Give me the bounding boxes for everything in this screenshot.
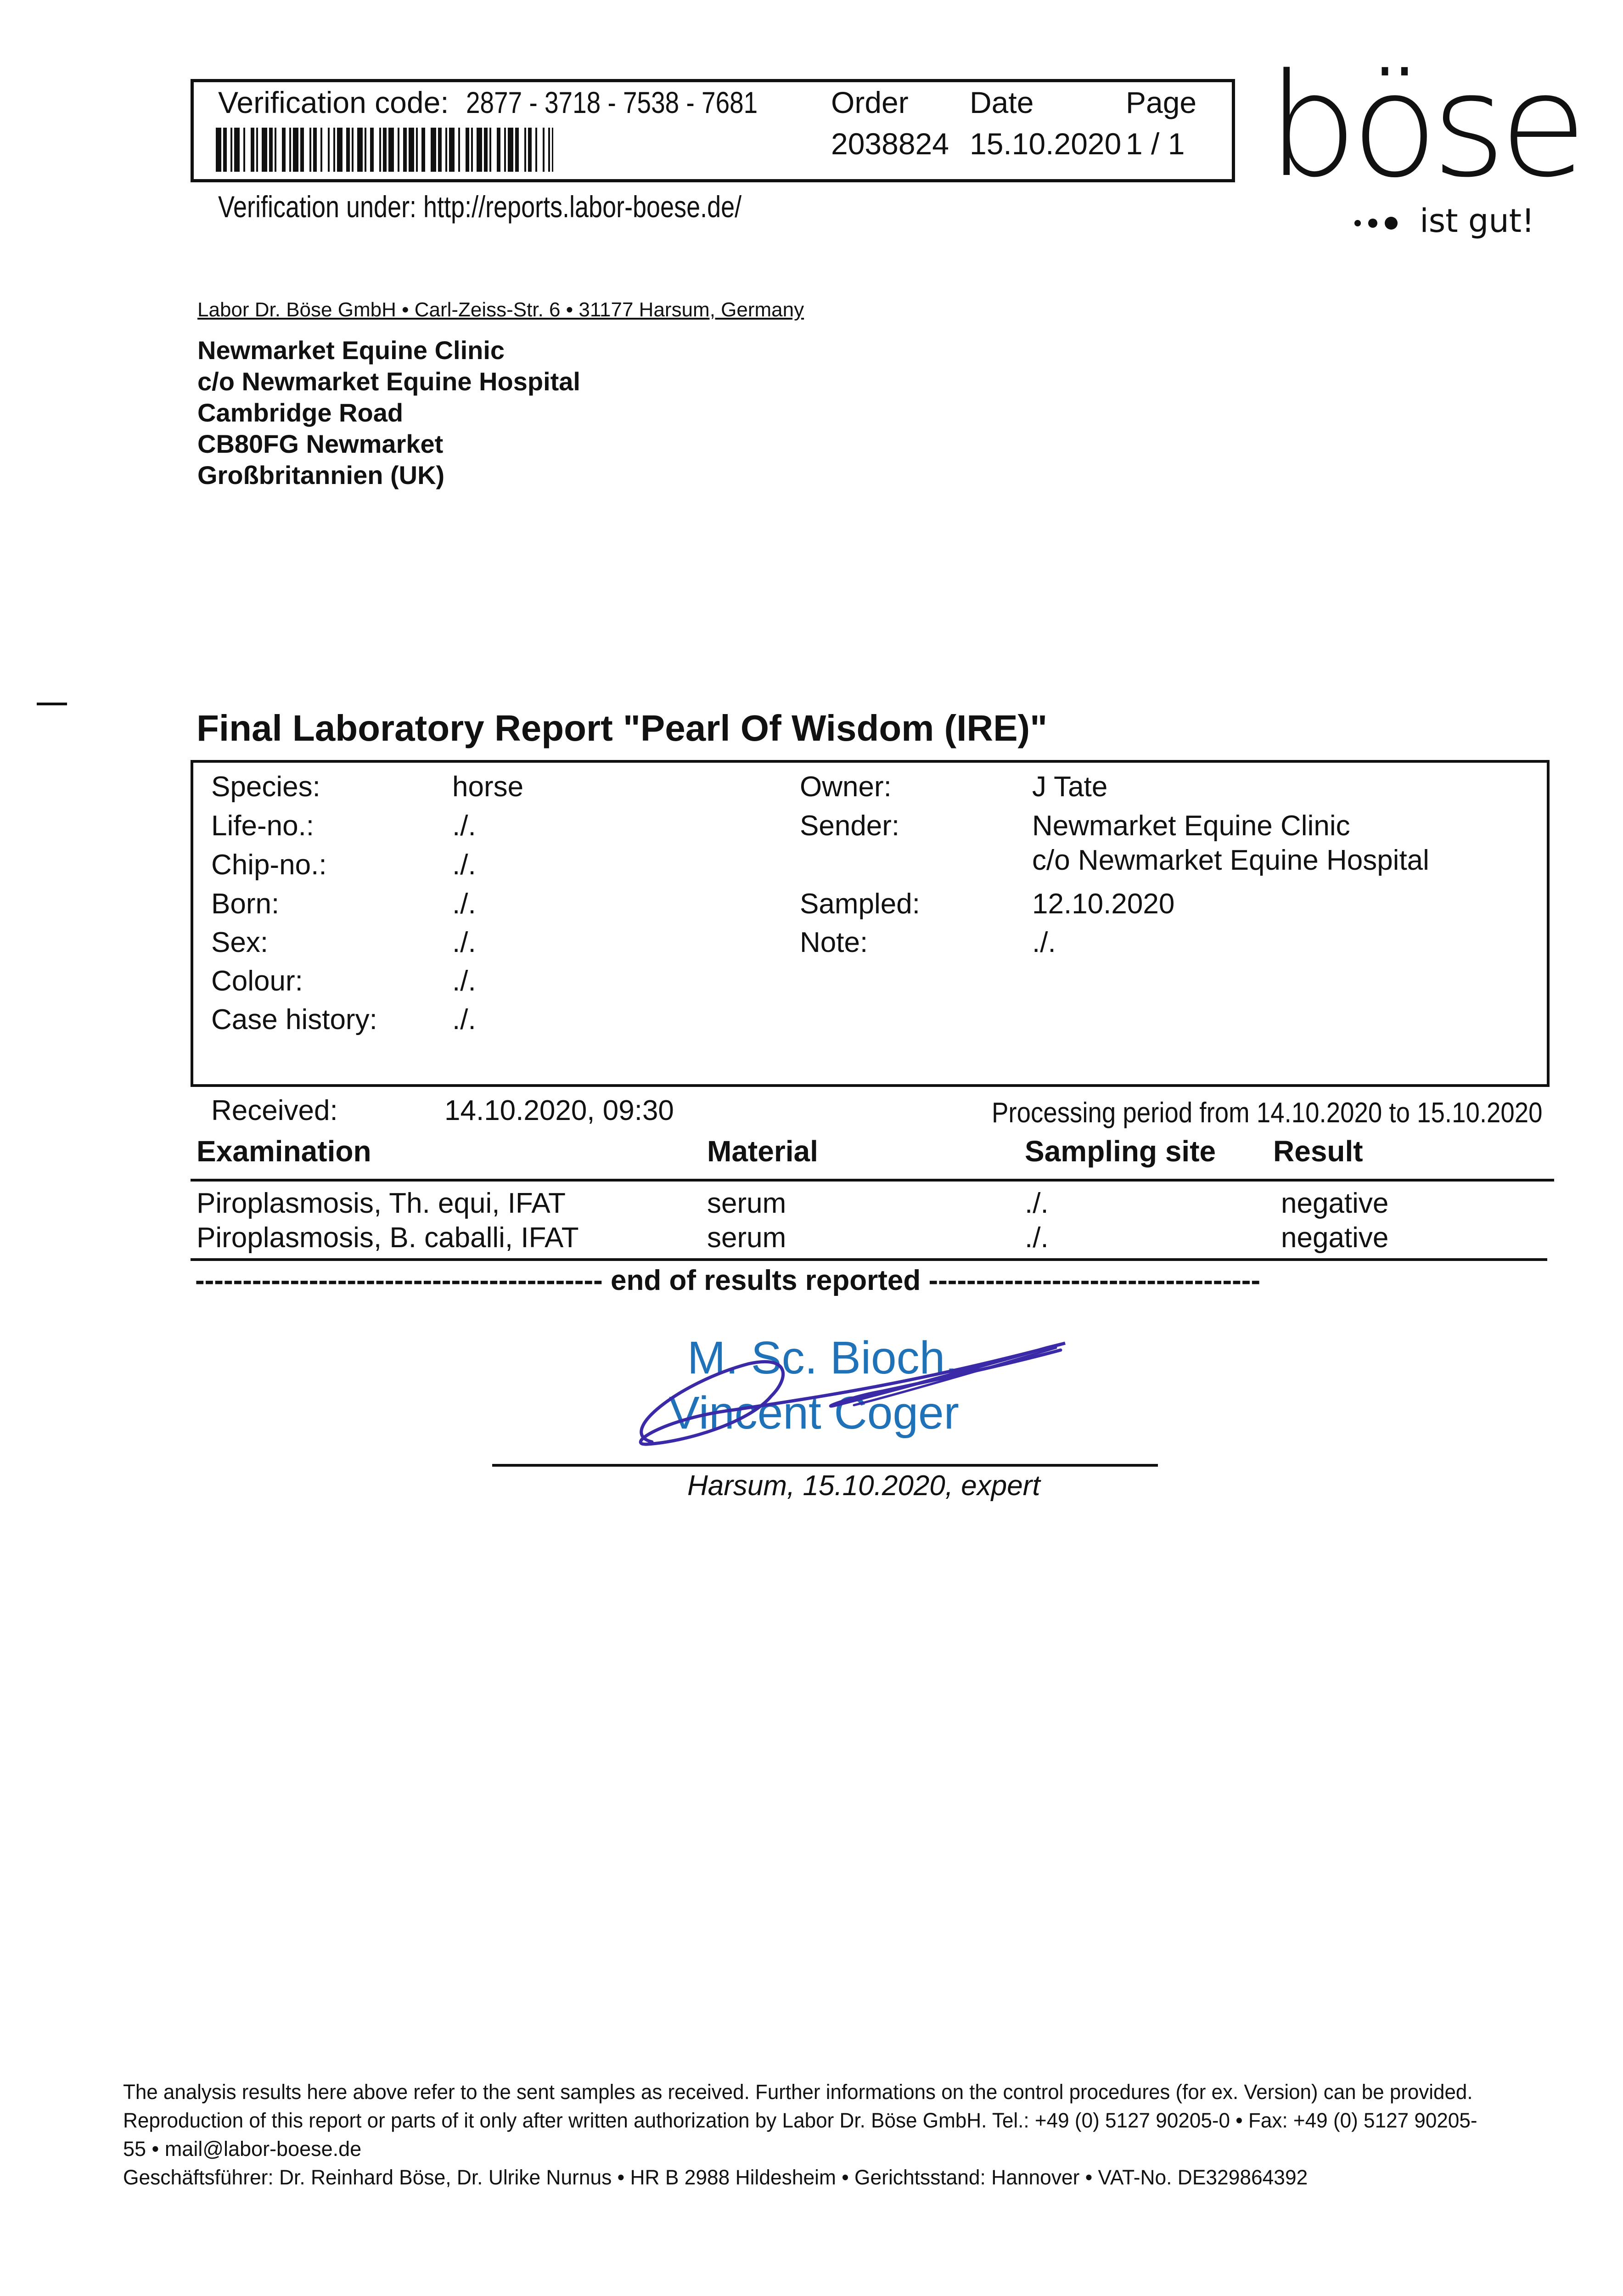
lifeno-label: Life-no.: <box>211 810 314 842</box>
col-header-result: Result <box>1273 1135 1363 1168</box>
born-label: Born: <box>211 888 280 920</box>
logo-slogan-text: ist gut! <box>1420 202 1535 240</box>
species-label: Species: <box>211 771 320 803</box>
order-label: Order <box>831 85 909 119</box>
recipient-line-3: Cambridge Road <box>197 398 404 427</box>
stamp-line-1: M. Sc. Bioch. <box>687 1332 958 1384</box>
sampled-label: Sampled: <box>800 888 920 920</box>
signature-caption: Harsum, 15.10.2020, expert <box>687 1470 1040 1502</box>
sex-value: ./. <box>452 927 476 958</box>
row-1-material: serum <box>707 1187 786 1219</box>
chipno-value: ./. <box>452 849 476 881</box>
logo-dots-icon <box>1354 202 1420 240</box>
row-2-examination: Piroplasmosis, B. caballi, IFAT <box>197 1222 579 1254</box>
col-header-sampling-site: Sampling site <box>1025 1135 1216 1168</box>
footer-line-2: Reproduction of this report or parts of it only after written authorization by Labor Dr. Böse GmbH. Tel.: +49 (0) 5127 90205-0 • Fax: +49 (0) 5127 90205- <box>123 2109 1477 2132</box>
sender-label: Sender: <box>800 810 900 842</box>
row-1-examination: Piroplasmosis, Th. equi, IFAT <box>197 1187 566 1219</box>
signature-rule <box>492 1464 1158 1467</box>
note-value: ./. <box>1032 927 1056 958</box>
sex-label: Sex: <box>211 927 269 958</box>
received-value: 14.10.2020, 09:30 <box>444 1095 674 1126</box>
table-row <box>0 1187 1623 1221</box>
barcode-image <box>216 128 553 172</box>
sender-address-line: Labor Dr. Böse GmbH • Carl-Zeiss-Str. 6 • 31177 Harsum, Germany <box>197 298 804 321</box>
owner-value: J Tate <box>1032 771 1108 803</box>
boese-logo-wordmark: böse <box>1267 43 1581 209</box>
row-1-sampling-site: ./. <box>1025 1187 1049 1219</box>
footer-line-3: 55 • mail@labor-boese.de <box>123 2137 362 2161</box>
recipient-line-4: CB80FG Newmarket <box>197 429 444 458</box>
recipient-line-2: c/o Newmarket Equine Hospital <box>197 367 580 396</box>
row-2-result: negative <box>1281 1222 1389 1254</box>
end-of-results-line: ------------------------------------------- end of results reported ----------------------------------- <box>195 1265 1261 1296</box>
verification-url: Verification under: http://reports.labor-boese.de/ <box>218 190 742 224</box>
handwritten-signature <box>597 1327 1079 1465</box>
born-value: ./. <box>452 888 476 920</box>
col-header-examination: Examination <box>197 1135 371 1168</box>
stamp-line-2: Vincent Coger <box>669 1387 959 1439</box>
footer-line-4: Geschäftsführer: Dr. Reinhard Böse, Dr. Ulrike Nurnus • HR B 2988 Hildesheim • Gerichtsstand: Hannover • VAT-No. DE329864392 <box>123 2166 1308 2189</box>
patient-info-box <box>191 760 1550 1087</box>
report-title: Final Laboratory Report "Pearl Of Wisdom (IRE)" <box>197 708 1048 748</box>
page-label: Page <box>1126 85 1197 119</box>
owner-label: Owner: <box>800 771 892 803</box>
table-header-rule <box>191 1179 1554 1182</box>
recipient-line-5: Großbritannien (UK) <box>197 461 445 490</box>
case-history-label: Case history: <box>211 1004 377 1035</box>
sampled-value: 12.10.2020 <box>1032 888 1175 920</box>
report-date: 15.10.2020 <box>970 127 1122 161</box>
col-header-material: Material <box>707 1135 818 1168</box>
note-label: Note: <box>800 927 868 958</box>
received-label: Received: <box>211 1095 338 1126</box>
page-number: 1 / 1 <box>1126 127 1185 161</box>
row-1-result: negative <box>1281 1187 1389 1219</box>
fold-mark <box>37 703 67 705</box>
logo-slogan <box>1354 202 1534 240</box>
table-bottom-rule <box>191 1258 1547 1261</box>
chipno-label: Chip-no.: <box>211 849 327 881</box>
row-2-material: serum <box>707 1222 786 1254</box>
table-row <box>0 1221 1623 1256</box>
colour-label: Colour: <box>211 965 303 997</box>
footer-line-1: The analysis results here above refer to the sent samples as received. Further informations on the control procedures (for ex. Version) can be provided. <box>123 2080 1473 2104</box>
sender-value-line-2: c/o Newmarket Equine Hospital <box>1032 844 1429 876</box>
case-history-value: ./. <box>452 1004 476 1035</box>
recipient-line-1: Newmarket Equine Clinic <box>197 336 505 365</box>
order-number: 2038824 <box>831 127 949 161</box>
colour-value: ./. <box>452 965 476 997</box>
lifeno-value: ./. <box>452 810 476 842</box>
sender-value-line-1: Newmarket Equine Clinic <box>1032 810 1350 842</box>
species-value: horse <box>452 771 524 803</box>
date-label: Date <box>970 85 1034 119</box>
verification-code: 2877 - 3718 - 7538 - 7681 <box>466 85 758 119</box>
verification-label: Verification code: <box>218 85 449 119</box>
processing-period: Processing period from 14.10.2020 to 15.10.2020 <box>992 1097 1543 1129</box>
row-2-sampling-site: ./. <box>1025 1222 1049 1254</box>
